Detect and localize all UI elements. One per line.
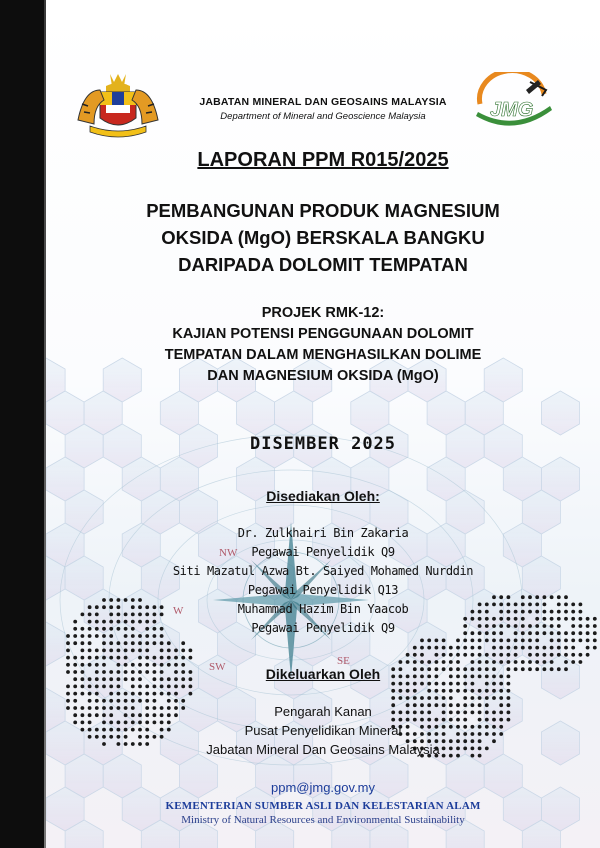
jmg-logo-text: JMG: [490, 99, 534, 121]
map-dot: [420, 696, 424, 700]
map-dot: [442, 660, 446, 664]
map-dot: [391, 682, 395, 686]
map-dot: [507, 646, 511, 650]
map-dot: [521, 639, 525, 643]
map-dot: [102, 649, 106, 653]
map-dot: [471, 660, 475, 664]
map-dot: [109, 649, 113, 653]
map-dot: [109, 692, 113, 696]
map-dot: [478, 646, 482, 650]
title-line: OKSIDA (MgO) BERSKALA BANGKU: [161, 227, 485, 248]
map-dot: [189, 649, 193, 653]
map-dot: [66, 656, 70, 660]
map-dot: [81, 685, 85, 689]
map-dot: [564, 646, 568, 650]
map-dot: [442, 653, 446, 657]
map-dot: [88, 685, 92, 689]
jmg-logo-icon: [474, 72, 556, 134]
map-dot: [95, 685, 99, 689]
map-dot: [117, 641, 121, 645]
map-dot: [478, 689, 482, 693]
map-dot: [124, 692, 128, 696]
map-dot: [579, 639, 583, 643]
map-dot: [557, 653, 561, 657]
map-dot: [167, 656, 171, 660]
map-dot: [478, 696, 482, 700]
map-dot: [507, 639, 511, 643]
map-dot: [95, 692, 99, 696]
map-dot: [117, 685, 121, 689]
map-dot: [66, 692, 70, 696]
compass-label-nw: NW: [219, 547, 238, 559]
map-dot: [145, 692, 149, 696]
map-dot: [521, 660, 525, 664]
map-dot: [117, 656, 121, 660]
compass-label-se: SE: [337, 655, 350, 667]
map-dot: [138, 656, 142, 660]
map-dot: [579, 660, 583, 664]
map-dot: [557, 639, 561, 643]
map-dot: [153, 692, 157, 696]
map-dot: [413, 682, 417, 686]
map-dot: [442, 689, 446, 693]
map-dot: [427, 689, 431, 693]
map-dot: [550, 646, 554, 650]
map-dot: [66, 685, 70, 689]
map-dot: [427, 682, 431, 686]
author-position: Pegawai Penyelidik Q13: [247, 583, 399, 597]
map-dot: [131, 685, 135, 689]
map-dot: [420, 639, 424, 643]
map-dot: [66, 649, 70, 653]
map-dot: [528, 639, 532, 643]
map-dot: [167, 649, 171, 653]
map-dot: [427, 660, 431, 664]
map-dot: [456, 660, 460, 664]
map-dot: [593, 631, 597, 635]
map-dot: [449, 689, 453, 693]
project-description: [66, 303, 580, 387]
map-dot: [117, 649, 121, 653]
contact-email: ppm@jmg.gov.my: [271, 780, 375, 795]
map-dot: [109, 685, 113, 689]
map-dot: [492, 653, 496, 657]
map-dot: [391, 696, 395, 700]
issuer-line: Pengarah Kanan: [274, 704, 372, 719]
map-dot: [456, 646, 460, 650]
map-dot: [153, 656, 157, 660]
map-dot: [145, 649, 149, 653]
map-dot: [73, 656, 77, 660]
map-dot: [499, 653, 503, 657]
project-line: PROJEK RMK-12:: [261, 305, 385, 321]
map-dot: [586, 653, 590, 657]
map-dot: [189, 692, 193, 696]
background-hexagon: [541, 391, 579, 435]
map-dot: [463, 639, 467, 643]
map-dot: [88, 656, 92, 660]
map-dot: [174, 656, 178, 660]
map-dot: [507, 660, 511, 664]
map-dot: [435, 660, 439, 664]
map-dot: [492, 696, 496, 700]
map-dot: [463, 653, 467, 657]
map-dot: [420, 660, 424, 664]
map-dot: [427, 639, 431, 643]
map-dot: [571, 653, 575, 657]
map-dot: [81, 692, 85, 696]
map-dot: [571, 660, 575, 664]
title-line: DARIPADA DOLOMIT TEMPATAN: [178, 254, 468, 275]
map-dot: [521, 646, 525, 650]
author-name: Dr. Zulkhairi Bin Zakaria: [237, 526, 409, 540]
map-dot: [535, 653, 539, 657]
map-dot: [102, 656, 106, 660]
map-dot: [535, 660, 539, 664]
map-dot: [543, 660, 547, 664]
map-dot: [571, 646, 575, 650]
map-dot: [507, 653, 511, 657]
map-dot: [406, 682, 410, 686]
project-line: DAN MAGNESIUM OKSIDA (MgO): [207, 368, 439, 384]
map-dot: [435, 682, 439, 686]
map-dot: [181, 649, 185, 653]
map-dot: [586, 646, 590, 650]
map-dot: [442, 646, 446, 650]
map-dot: [499, 696, 503, 700]
map-dot: [442, 696, 446, 700]
compass-label-w: W: [173, 605, 184, 617]
cover-page: [46, 0, 600, 848]
map-dot: [88, 692, 92, 696]
map-dot: [507, 696, 511, 700]
map-dot: [73, 692, 77, 696]
map-dot: [145, 641, 149, 645]
map-dot: [406, 689, 410, 693]
map-dot: [514, 660, 518, 664]
compass-label-sw: SW: [209, 661, 226, 673]
map-dot: [564, 639, 568, 643]
map-dot: [456, 653, 460, 657]
map-dot: [478, 660, 482, 664]
map-dot: [189, 656, 193, 660]
map-dot: [153, 641, 157, 645]
map-dot: [471, 682, 475, 686]
map-dot: [499, 660, 503, 664]
map-dot: [81, 656, 85, 660]
map-dot: [88, 649, 92, 653]
department-name-en: Department of Mineral and Geoscience Malaysia: [220, 111, 426, 122]
prepared-by-heading: Disediakan Oleh:: [266, 488, 380, 504]
map-dot: [478, 639, 482, 643]
map-dot: [463, 696, 467, 700]
map-dot: [528, 646, 532, 650]
report-number: LAPORAN PPM R015/2025: [197, 149, 449, 171]
map-dot: [550, 660, 554, 664]
map-dot: [88, 641, 92, 645]
map-dot: [564, 660, 568, 664]
map-dot: [181, 641, 185, 645]
report-date: DISEMBER 2025: [249, 434, 397, 454]
map-dot: [73, 641, 77, 645]
map-dot: [435, 639, 439, 643]
map-dot: [535, 639, 539, 643]
author-position: Pegawai Penyelidik Q9: [251, 621, 395, 635]
map-dot: [449, 646, 453, 650]
map-dot: [413, 660, 417, 664]
map-dot: [160, 641, 164, 645]
map-dot: [593, 617, 597, 621]
map-dot: [485, 653, 489, 657]
map-dot: [399, 682, 403, 686]
map-dot: [471, 639, 475, 643]
map-dot: [181, 656, 185, 660]
issuer-line: Jabatan Mineral Dan Geosains Malaysia: [206, 742, 440, 757]
map-dot: [528, 653, 532, 657]
map-dot: [391, 689, 395, 693]
map-dot: [145, 656, 149, 660]
map-dot: [131, 692, 135, 696]
map-dot: [420, 646, 424, 650]
map-dot: [413, 653, 417, 657]
map-dot: [131, 641, 135, 645]
map-dot: [81, 649, 85, 653]
map-dot: [174, 649, 178, 653]
map-dot: [550, 639, 554, 643]
map-dot: [492, 682, 496, 686]
map-dot: [485, 660, 489, 664]
map-dot: [499, 682, 503, 686]
map-dot: [435, 696, 439, 700]
map-dot: [95, 649, 99, 653]
map-dot: [492, 639, 496, 643]
map-dot: [435, 689, 439, 693]
map-dot: [492, 646, 496, 650]
map-dot: [413, 646, 417, 650]
binding-spine: [0, 0, 44, 848]
map-dot: [514, 653, 518, 657]
map-dot: [593, 624, 597, 628]
map-dot: [435, 646, 439, 650]
map-dot: [507, 682, 511, 686]
map-dot: [478, 653, 482, 657]
map-dot: [131, 649, 135, 653]
map-dot: [593, 646, 597, 650]
map-dot: [449, 682, 453, 686]
map-dot: [138, 692, 142, 696]
map-dot: [471, 696, 475, 700]
issuer-line: Pusat Penyelidikan Mineral: [244, 723, 402, 738]
map-dot: [153, 685, 157, 689]
map-dot: [102, 685, 106, 689]
map-dot: [571, 639, 575, 643]
prepared-by-list: [56, 524, 590, 638]
map-dot: [66, 641, 70, 645]
map-dot: [174, 692, 178, 696]
title-line: PEMBANGUNAN PRODUK MAGNESIUM: [146, 200, 500, 221]
map-dot: [579, 653, 583, 657]
map-dot: [456, 639, 460, 643]
issued-by-list: [46, 702, 600, 759]
map-dot: [160, 685, 164, 689]
project-line: KAJIAN POTENSI PENGGUNAAN DOLOMIT: [172, 326, 474, 342]
map-dot: [420, 653, 424, 657]
map-dot: [449, 660, 453, 664]
map-dot: [499, 689, 503, 693]
ministry-name-ms: KEMENTERIAN SUMBER ASLI DAN KELESTARIAN ALAM: [165, 800, 481, 812]
map-dot: [138, 685, 142, 689]
map-dot: [543, 646, 547, 650]
author-name: Siti Mazatul Azwa Bt. Saiyed Mohamed Nurddin: [172, 564, 474, 578]
map-dot: [449, 696, 453, 700]
map-dot: [124, 641, 128, 645]
map-dot: [449, 653, 453, 657]
map-dot: [471, 653, 475, 657]
map-dot: [514, 646, 518, 650]
map-dot: [528, 660, 532, 664]
map-dot: [167, 692, 171, 696]
map-dot: [471, 646, 475, 650]
map-dot: [399, 696, 403, 700]
map-dot: [514, 639, 518, 643]
report-title: [66, 197, 580, 278]
project-line: TEMPATAN DALAM MENGHASILKAN DOLIME: [164, 347, 482, 363]
map-dot: [413, 689, 417, 693]
map-dot: [406, 653, 410, 657]
department-name-ms: JABATAN MINERAL DAN GEOSAINS MALAYSIA: [199, 96, 447, 108]
map-dot: [485, 689, 489, 693]
map-dot: [413, 696, 417, 700]
map-dot: [160, 656, 164, 660]
map-dot: [499, 646, 503, 650]
map-dot: [124, 656, 128, 660]
map-dot: [543, 653, 547, 657]
issued-by-heading: Dikeluarkan Oleh: [265, 666, 381, 682]
ministry-name-en: Ministry of Natural Resources and Environmental Sustainability: [181, 814, 465, 826]
map-dot: [399, 689, 403, 693]
map-dot: [167, 685, 171, 689]
map-dot: [456, 689, 460, 693]
map-dot: [174, 685, 178, 689]
map-dot: [181, 685, 185, 689]
map-dot: [145, 685, 149, 689]
map-dot: [492, 660, 496, 664]
author-position: Pegawai Penyelidik Q9: [251, 545, 395, 559]
map-dot: [420, 682, 424, 686]
map-dot: [427, 696, 431, 700]
map-dot: [435, 653, 439, 657]
map-dot: [499, 639, 503, 643]
map-dot: [406, 696, 410, 700]
map-dot: [507, 689, 511, 693]
map-dot: [471, 689, 475, 693]
map-dot: [160, 692, 164, 696]
map-dot: [442, 682, 446, 686]
map-dot: [160, 649, 164, 653]
map-dot: [456, 682, 460, 686]
map-dot: [138, 641, 142, 645]
ministry-footer: [46, 800, 600, 826]
map-dot: [117, 692, 121, 696]
map-dot: [564, 653, 568, 657]
map-dot: [557, 646, 561, 650]
map-dot: [109, 641, 113, 645]
map-dot: [442, 639, 446, 643]
map-dot: [399, 660, 403, 664]
map-dot: [95, 656, 99, 660]
map-dot: [550, 653, 554, 657]
map-dot: [485, 682, 489, 686]
map-dot: [463, 689, 467, 693]
map-dot: [427, 646, 431, 650]
map-dot: [535, 646, 539, 650]
map-dot: [593, 639, 597, 643]
map-dot: [81, 641, 85, 645]
map-dot: [492, 689, 496, 693]
map-dot: [463, 682, 467, 686]
map-dot: [189, 685, 193, 689]
map-dot: [463, 646, 467, 650]
map-dot: [406, 660, 410, 664]
map-dot: [138, 649, 142, 653]
map-dot: [124, 649, 128, 653]
map-dot: [586, 639, 590, 643]
map-dot: [485, 639, 489, 643]
map-dot: [102, 641, 106, 645]
author-name: Muhammad Hazim Bin Yaacob: [237, 602, 409, 616]
map-dot: [485, 696, 489, 700]
map-dot: [73, 685, 77, 689]
map-dot: [109, 656, 113, 660]
map-dot: [167, 641, 171, 645]
